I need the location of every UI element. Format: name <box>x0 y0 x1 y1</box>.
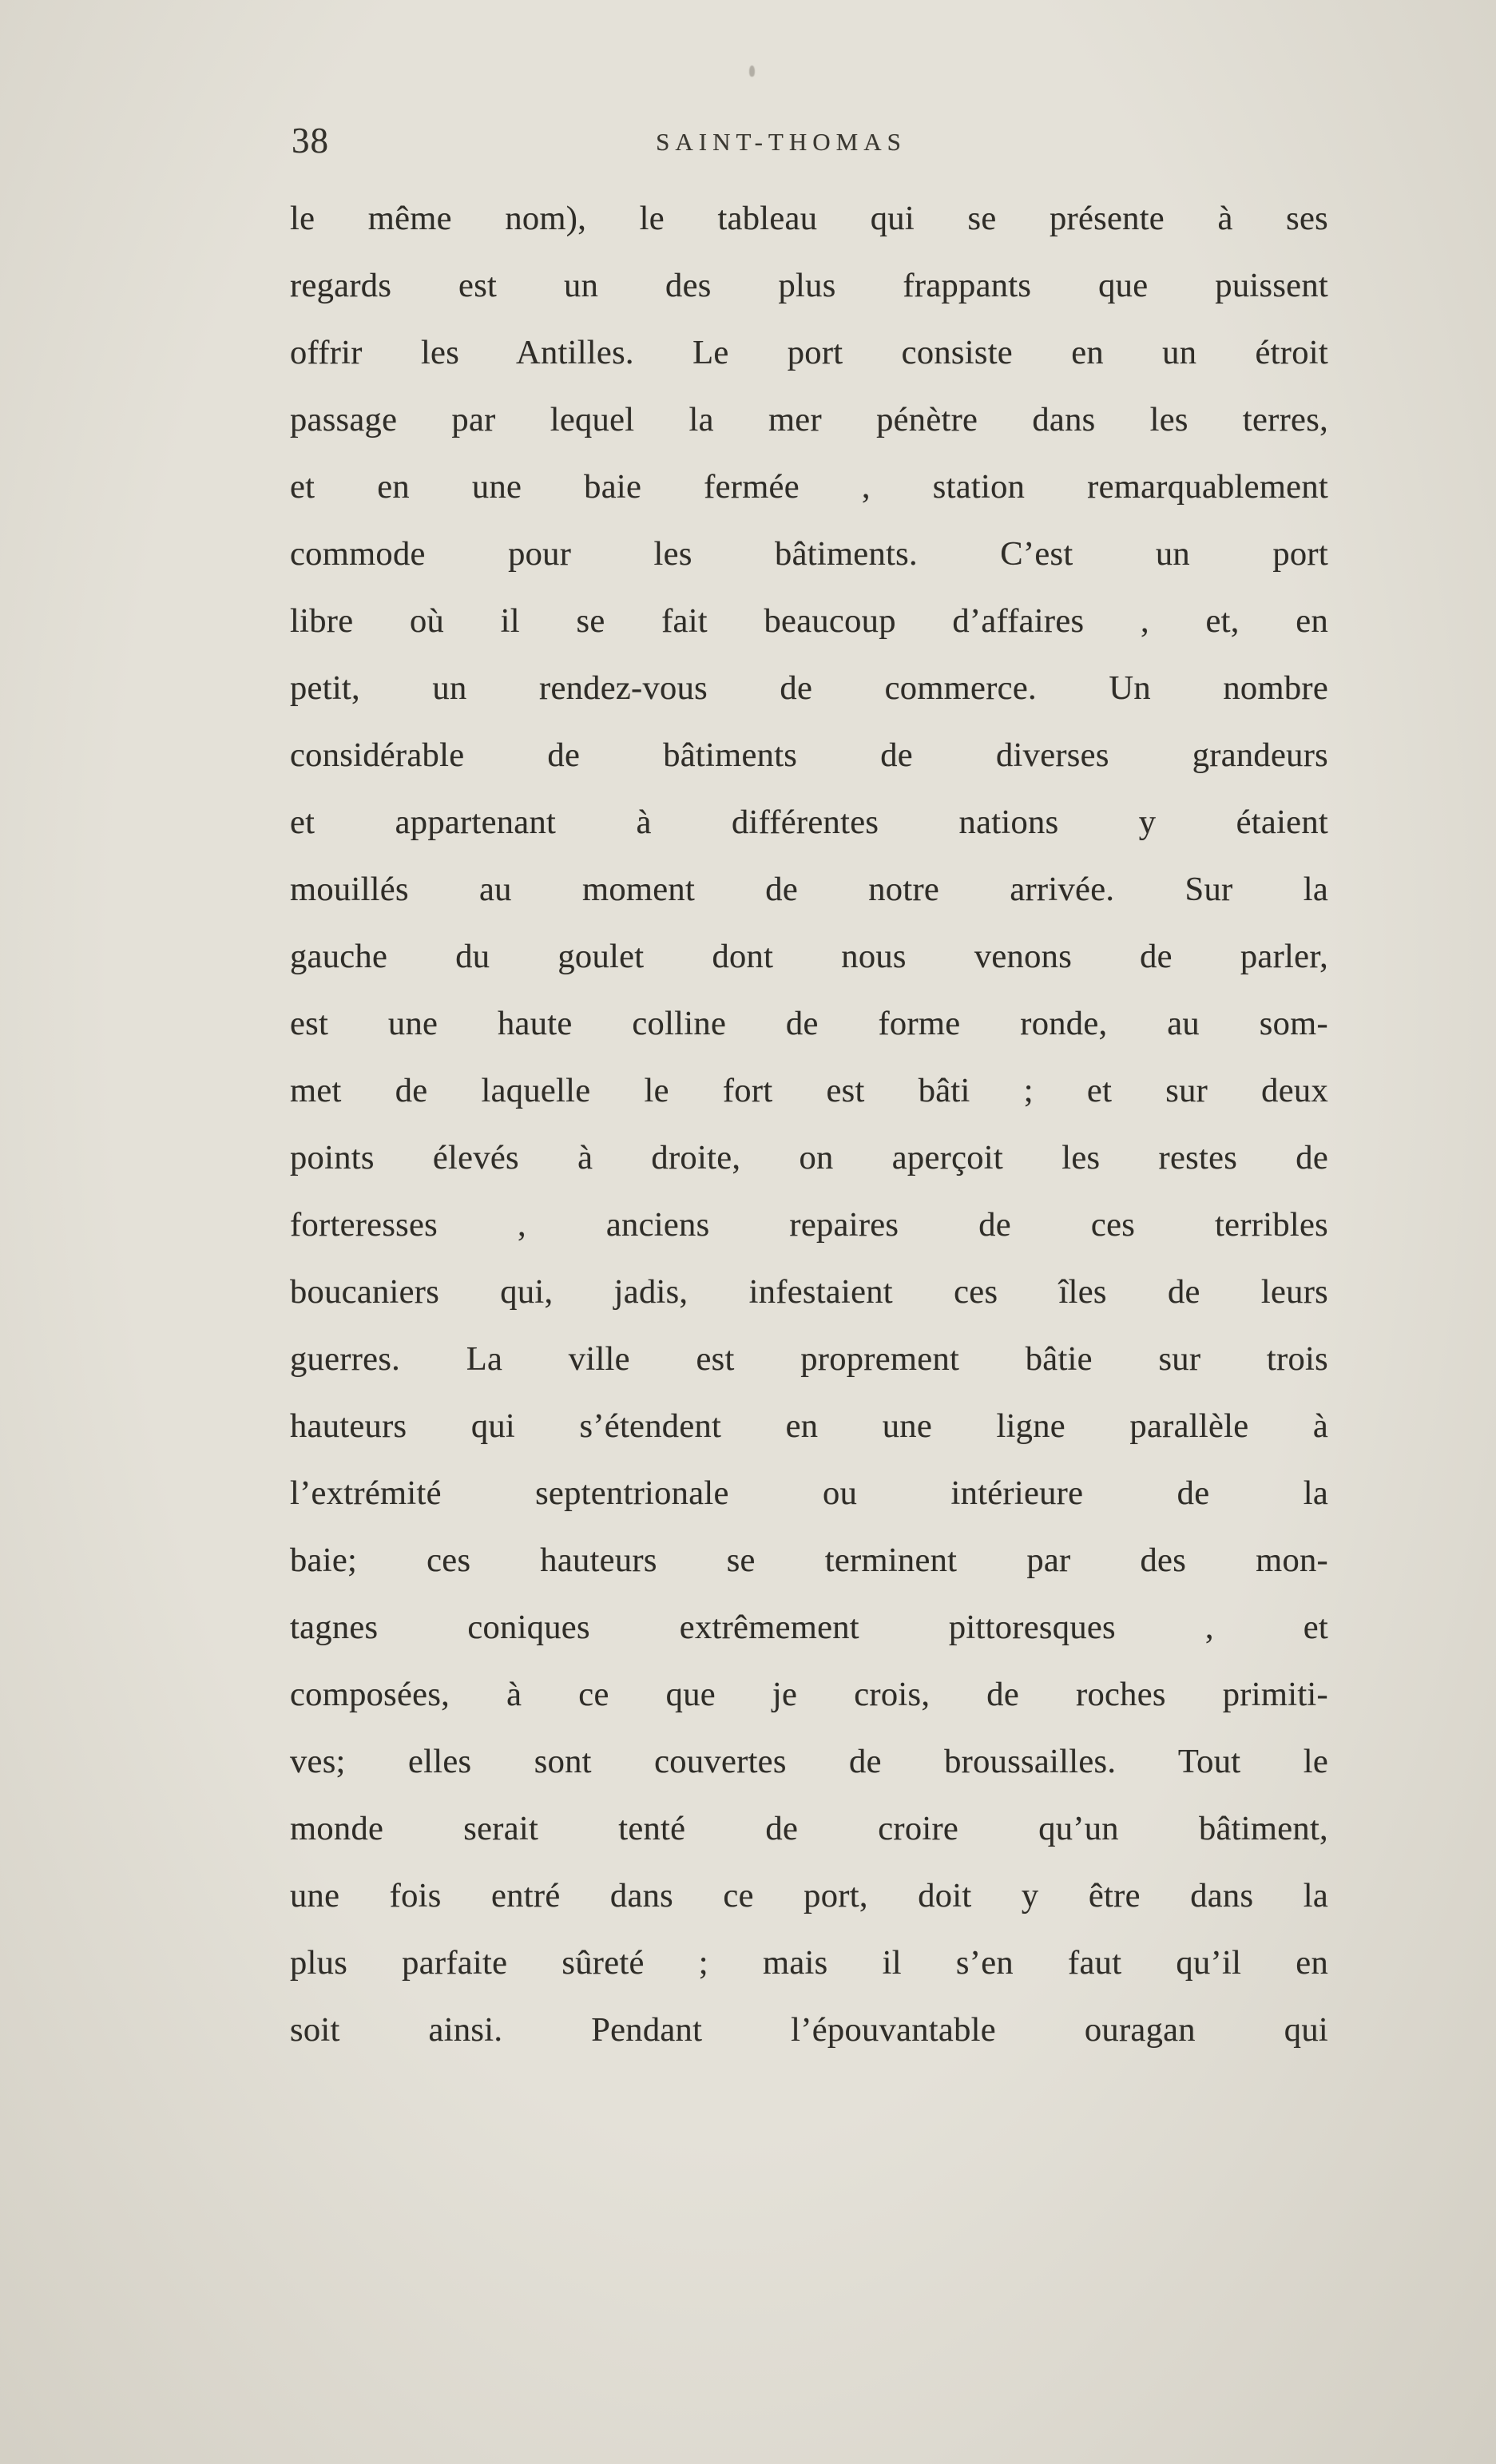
text-line: est une haute colline de forme ronde, au som- <box>290 1005 1328 1042</box>
text-line: l’extrémité septentrionale ou intérieure de la <box>290 1474 1328 1512</box>
page-header <box>290 120 1328 171</box>
page-number: 38 <box>292 121 329 161</box>
text-line: baie; ces hauteurs se terminent par des mon- <box>290 1541 1328 1579</box>
text-line: points élevés à droite, on aperçoit les restes de <box>290 1139 1328 1176</box>
scan-artifact <box>749 65 755 77</box>
text-line: une fois entré dans ce port, doit y être dans la <box>290 1877 1328 1914</box>
text-line: petit, un rendez-vous de commerce. Un nombre <box>290 669 1328 707</box>
text-line: plus parfaite sûreté ; mais il s’en faut qu’il en <box>290 1944 1328 1982</box>
text-line: offrir les Antilles. Le port consiste en un étroit <box>290 334 1328 371</box>
text-line: monde serait tenté de croire qu’un bâtiment, <box>290 1810 1328 1847</box>
running-title: SAINT-THOMAS <box>656 128 907 156</box>
text-line: soit ainsi. Pendant l’épouvantable ouragan qui <box>290 2011 1328 2049</box>
text-line: hauteurs qui s’étendent en une ligne parallèle à <box>290 1407 1328 1445</box>
text-line: regards est un des plus frappants que puissent <box>290 267 1328 304</box>
text-line: tagnes coniques extrêmement pittoresques , et <box>290 1609 1328 1646</box>
text-line: et appartenant à différentes nations y étaient <box>290 803 1328 841</box>
text-line: composées, à ce que je crois, de roches primiti- <box>290 1676 1328 1713</box>
text-line: le même nom), le tableau qui se présente à ses <box>290 200 1328 237</box>
text-line: met de laquelle le fort est bâti ; et sur deux <box>290 1072 1328 1109</box>
body-text <box>290 185 1328 2064</box>
text-line: libre où il se fait beaucoup d’affaires , et, en <box>290 602 1328 640</box>
text-line: et en une baie fermée , station remarquablement <box>290 468 1328 506</box>
text-line: considérable de bâtiments de diverses grandeurs <box>290 736 1328 774</box>
page-frame <box>290 120 1328 2064</box>
text-line: gauche du goulet dont nous venons de parler, <box>290 938 1328 975</box>
text-line: mouillés au moment de notre arrivée. Sur la <box>290 871 1328 908</box>
text-line: commode pour les bâtiments. C’est un port <box>290 535 1328 573</box>
text-line: passage par lequel la mer pénètre dans les terres, <box>290 401 1328 438</box>
text-line: forteresses , anciens repaires de ces terribles <box>290 1206 1328 1244</box>
text-line: ves; elles sont couvertes de broussailles. Tout le <box>290 1743 1328 1780</box>
text-line: boucaniers qui, jadis, infestaient ces îles de leurs <box>290 1273 1328 1311</box>
text-line: guerres. La ville est proprement bâtie sur trois <box>290 1340 1328 1378</box>
